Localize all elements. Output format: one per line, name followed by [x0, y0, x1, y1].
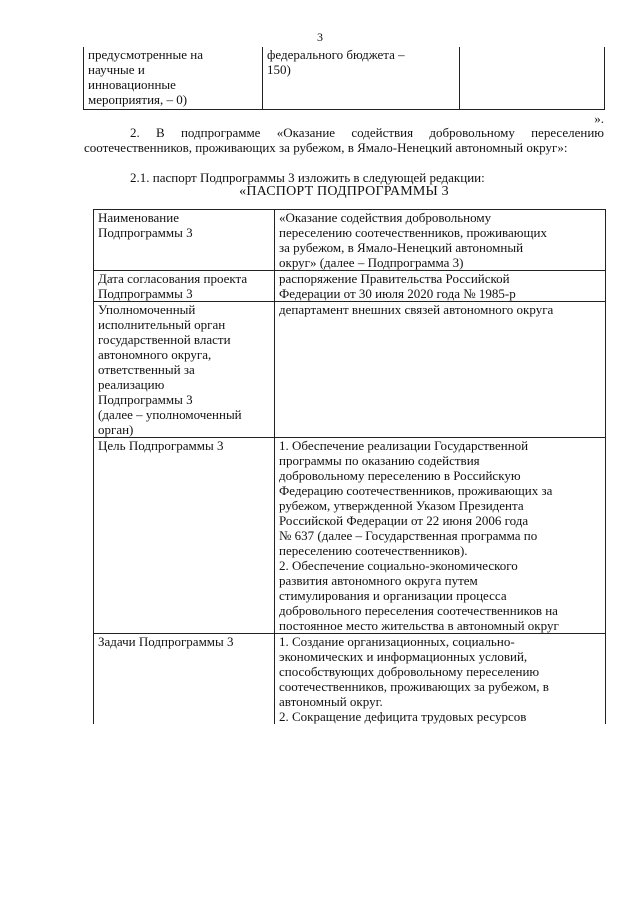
- label-line: Подпрограммы 3: [98, 225, 193, 240]
- label-line: Цель Подпрограммы 3: [98, 438, 224, 453]
- passport-table: [93, 209, 606, 724]
- value-line: переселению соотечественников, проживающих: [279, 225, 547, 240]
- cell-line: федерального бюджета –: [267, 47, 405, 62]
- row-label: [94, 210, 275, 271]
- value-line: добровольному переселению в Российскую: [279, 468, 521, 483]
- value-line: округ» (далее – Подпрограмма 3): [279, 255, 464, 270]
- passport-row-approval-date: [94, 271, 606, 302]
- passport-row-responsible-body: [94, 302, 606, 438]
- row-value: [275, 634, 606, 725]
- row-value: [275, 438, 606, 634]
- value-line: переселению соотечественников).: [279, 543, 468, 558]
- value-line: соотечественников, проживающих за рубежом, в: [279, 679, 549, 694]
- label-line: исполнительный орган: [98, 317, 226, 332]
- passport-row-name: [94, 210, 606, 271]
- value-line: развития автономного округа путем: [279, 573, 478, 588]
- cell-line: 150): [267, 62, 291, 77]
- value-line: распоряжение Правительства Российской: [279, 271, 510, 286]
- value-line: автономный округ.: [279, 694, 383, 709]
- label-line: Уполномоченный: [98, 302, 196, 317]
- value-line: за рубежом, в Ямало-Ненецкий автономный: [279, 240, 524, 255]
- row-value: [275, 210, 606, 271]
- value-line: Российской Федерации от 22 июня 2006 года: [279, 513, 529, 528]
- row-label: [94, 271, 275, 302]
- value-line: рубежом, утвержденной Указом Президента: [279, 498, 524, 513]
- paragraph-item-2-1: 2.1. паспорт Подпрограммы 3 изложить в следующей редакции:: [130, 170, 485, 185]
- label-line: ответственный за: [98, 362, 195, 377]
- value-line: Федерации от 30 июля 2020 года № 1985-р: [279, 286, 516, 301]
- table-row: [84, 47, 605, 110]
- closing-quote-mark: ».: [594, 111, 604, 126]
- passport-row-goal: [94, 438, 606, 634]
- value-line: постоянное место жительства в автономный округ: [279, 618, 559, 633]
- label-line: государственной власти: [98, 332, 231, 347]
- label-line: Дата согласования проекта: [98, 271, 248, 286]
- label-line: реализацию: [98, 377, 165, 392]
- row-value: [275, 271, 606, 302]
- page-number: 3: [317, 30, 323, 44]
- continued-table: [83, 47, 605, 110]
- cell-line: инновационные: [88, 77, 176, 92]
- cell-line: научные и: [88, 62, 145, 77]
- row-value: [275, 302, 606, 438]
- table-cell-empty: [460, 47, 605, 110]
- row-label: [94, 634, 275, 725]
- value-line: 2. Сокращение дефицита трудовых ресурсов: [279, 709, 527, 724]
- paragraph-item-2: 2. В подпрограмме «Оказание содействия добровольному переселению соотечественников, проживающих за рубежом, в Ямало-Ненецкий автономный округ»:: [84, 125, 604, 155]
- value-line: экономических и информационных условий,: [279, 649, 528, 664]
- label-line: Задачи Подпрограммы 3: [98, 634, 234, 649]
- value-line: стимулирования и организации процесса: [279, 588, 507, 603]
- value-line: 1. Обеспечение реализации Государственной: [279, 438, 529, 453]
- value-line: «Оказание содействия добровольному: [279, 210, 492, 225]
- label-line: Подпрограммы 3: [98, 286, 193, 301]
- label-line: (далее – уполномоченный: [98, 407, 242, 422]
- row-label: [94, 438, 275, 634]
- row-label: [94, 302, 275, 438]
- passport-title: «ПАСПОРТ ПОДПРОГРАММЫ 3: [239, 184, 449, 199]
- label-line: автономного округа,: [98, 347, 212, 362]
- cell-line: предусмотренные на: [88, 47, 204, 62]
- passport-row-tasks: [94, 634, 606, 725]
- table-cell: [84, 47, 263, 110]
- value-line: программы по оказанию содействия: [279, 453, 480, 468]
- value-line: Федерацию соотечественников, проживающих за: [279, 483, 553, 498]
- table-cell: [263, 47, 460, 110]
- label-line: орган): [98, 422, 134, 437]
- label-line: Наименование: [98, 210, 179, 225]
- value-line: департамент внешних связей автономного округа: [279, 302, 554, 317]
- value-line: способствующих добровольному переселению: [279, 664, 540, 679]
- value-line: 2. Обеспечение социально-экономического: [279, 558, 518, 573]
- cell-line: мероприятия, – 0): [88, 92, 188, 107]
- value-line: № 637 (далее – Государственная программа по: [279, 528, 538, 543]
- value-line: 1. Создание организационных, социально-: [279, 634, 515, 649]
- label-line: Подпрограммы 3: [98, 392, 193, 407]
- value-line: добровольного переселения соотечественников на: [279, 603, 558, 618]
